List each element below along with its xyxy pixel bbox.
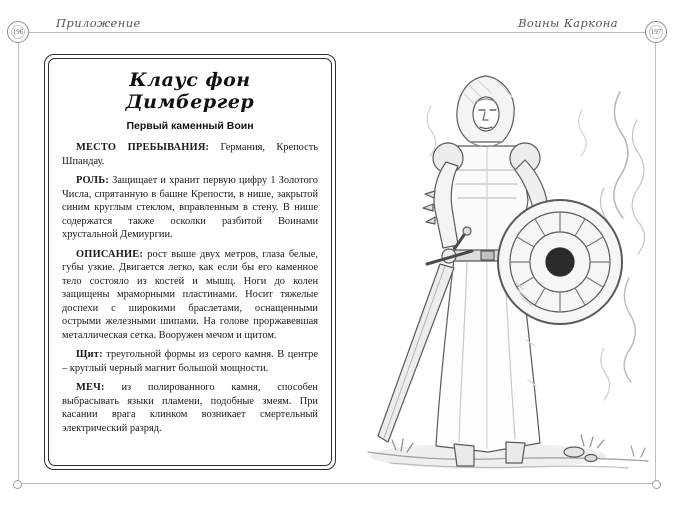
paragraph-shield [62,348,318,375]
paragraph-text: из полированного камня, способен выбрасывать языки пламени, подобные змеям. При касании врага клинком возникает смертельный электрический разряд. [62,382,318,434]
character-subtitle: Первый каменный Воин [126,120,254,132]
paragraph-sword [62,381,318,435]
corner-ornament-top-right [645,21,667,43]
paragraph-description [62,248,318,343]
running-head-right: Воины Каркона [518,16,618,30]
paragraph-text: треугольной формы из серого камня. В центре – круглый черный магнит большой мощности. [62,349,318,374]
warrior-illustration [336,50,658,488]
paragraph-label: Щит: [76,349,103,361]
corner-ornament-bottom-left [13,480,22,489]
character-card-inner [48,58,332,466]
paragraph-label: МЕЧ: [76,382,105,394]
paragraph-text: рост выше двух метров, глаза белые, губы узкие. Двигается легко, как если бы его каменное тело состояло из костей и мышц. Ноги до колен защищены мраморными пластинами. Носит тяжелые доспехи с широкими браслетами, оснащенными острыми железными шипами. На голове проржавевшая металлическая сетка. Вооружен мечом и щитом. [62,248,318,341]
character-name: Клаус фон Димбергер [125,69,255,113]
paragraph-label: РОЛЬ: [76,175,109,187]
sword-arm [423,162,458,263]
paragraph-label: МЕСТО ПРЕБЫВАНИЯ: [76,142,210,153]
paragraph-text: Защищает и хранит первую цифру 1 Золотого Числа, спрятанную в башне Крепости, в нише, закрытой синим круглым стеклом, вправленным в стену. В нише содержатся также осколки разбитой Воинами хрустальной Демиургии. [62,175,318,241]
page-number-right: 197 [650,28,662,36]
hooded-head [457,76,514,147]
paragraph-location [62,141,318,168]
corner-ornament-bottom-right [652,480,661,489]
page-number-left: 196 [12,28,24,36]
round-shield [498,200,622,324]
character-card [44,54,336,470]
corner-ornament-top-left [7,21,29,43]
shield-magnet [546,248,574,276]
paragraph-label: ОПИСАНИЕ: [76,248,144,260]
paragraph-text: Германия, Крепость Шпандау. [62,142,318,167]
running-head-left: Приложение [56,16,141,30]
paragraph-role [62,174,318,242]
